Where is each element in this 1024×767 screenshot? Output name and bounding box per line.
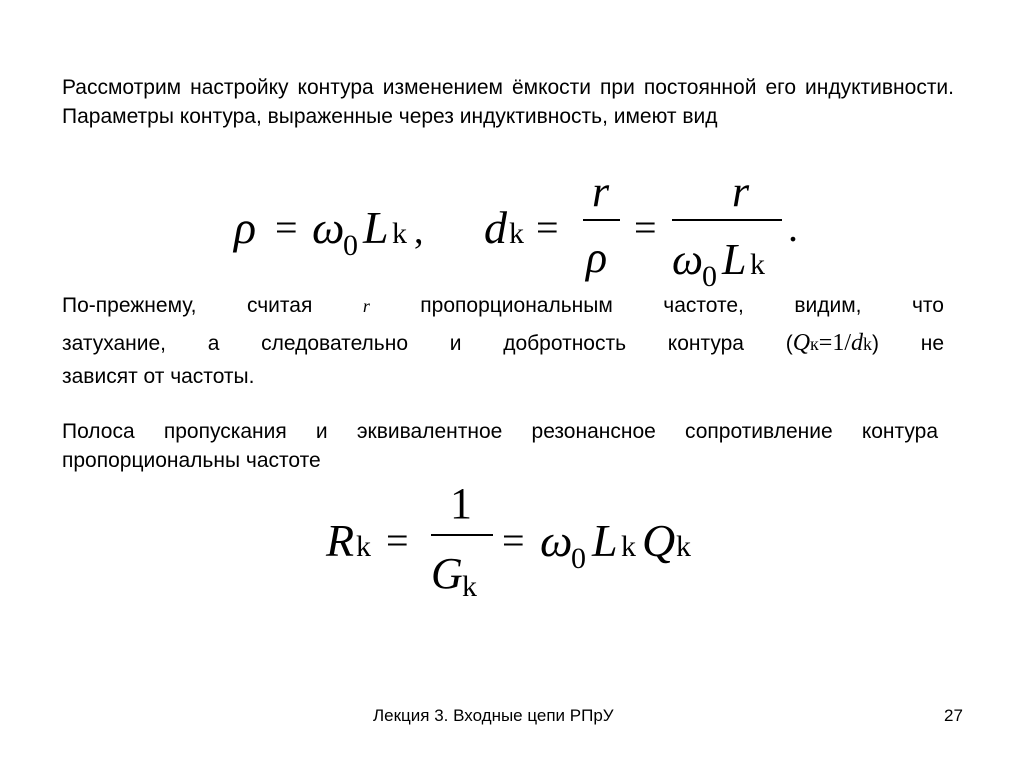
q-equation-inline: =1/ (818, 330, 851, 356)
equals-2: = (536, 205, 559, 250)
L-symbol-2: L (722, 235, 747, 284)
frac1-denominator: ρ (586, 233, 608, 282)
omega-symbol-3: ω (540, 515, 573, 566)
equals-5: = (502, 518, 525, 563)
comma: , (414, 210, 424, 252)
frac1-numerator: r (592, 168, 610, 216)
d-symbol: d (484, 202, 507, 253)
rho-symbol: ρ (234, 202, 257, 253)
omega-sub-1: 0 (343, 229, 358, 262)
period: . (788, 205, 798, 250)
R-symbol: R (326, 515, 355, 566)
G-sub: k (462, 570, 477, 603)
d-symbol-inline: d (850, 330, 863, 356)
formula-rho-dk (220, 168, 820, 293)
L-sub-2: k (750, 248, 765, 281)
omega-sub-2: 0 (702, 260, 717, 293)
R-sub: k (356, 530, 371, 563)
r-symbol-inline: r (362, 296, 370, 316)
frac3-numerator: 1 (450, 479, 472, 528)
bandwidth-paragraph: Полоса пропускания и эквивалентное резонансное сопротивление контура пропорциональны частоте (62, 420, 938, 472)
omega-symbol-1: ω (312, 202, 345, 253)
damping-line-3: зависят от частоты. (62, 365, 255, 388)
G-symbol: G (431, 549, 463, 598)
intro-paragraph: Рассмотрим настройку контура изменением ёмкости при постоянной его индуктивности. Параметры контура, выраженные через индуктивность, имеют вид (62, 76, 954, 128)
Q-sub: k (676, 530, 691, 563)
equals-4: = (386, 518, 409, 563)
damping-text-2b: ) не (871, 332, 944, 355)
footer-lecture-title: Лекция 3. Входные цепи РПрУ (373, 706, 614, 725)
omega-sub-3: 0 (571, 542, 586, 575)
equals-3: = (634, 205, 657, 250)
frac2-numerator: r (732, 168, 750, 216)
L-sub-3: k (621, 530, 636, 563)
equals-1: = (275, 205, 298, 250)
formula-rk (320, 478, 720, 608)
L-symbol-3: L (592, 515, 618, 566)
omega-symbol-2: ω (672, 235, 704, 284)
L-sub-1: k (392, 217, 407, 250)
d-sub-inline: k (862, 334, 872, 354)
q-symbol-inline: Q (792, 330, 811, 356)
damping-text-2a: затухание, а следовательно и добротность контура ( (62, 332, 793, 355)
damping-line-2 (62, 324, 944, 362)
Q-symbol: Q (642, 515, 676, 566)
page-number: 27 (944, 706, 963, 725)
damping-paragraph (62, 288, 944, 391)
d-sub: k (509, 217, 524, 250)
damping-line-1 (62, 288, 944, 324)
damping-text-1a: По-прежнему, считая (62, 294, 363, 317)
L-symbol-1: L (363, 202, 389, 253)
q-sub-inline: к (810, 334, 819, 354)
damping-text-1b: пропорциональным частоте, видим, что (369, 294, 944, 317)
